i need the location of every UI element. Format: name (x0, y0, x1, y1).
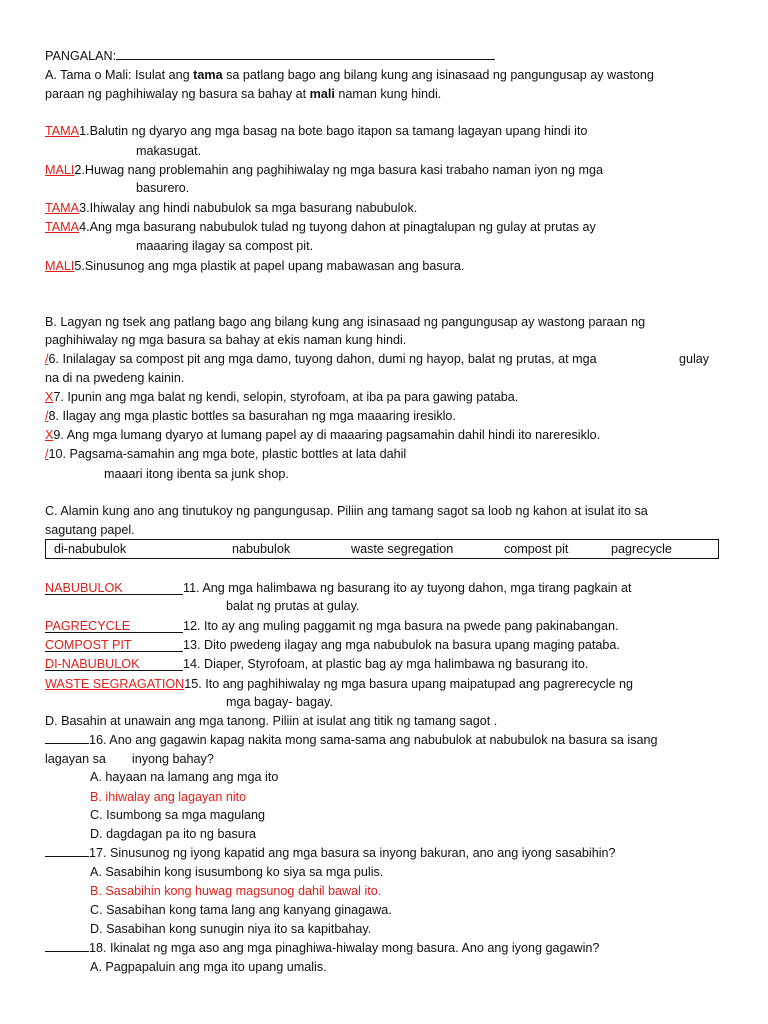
name-label: PANGALAN: (45, 49, 117, 63)
answer-blank (45, 637, 183, 652)
instr-text: A. Tama o Mali: Isulat ang (45, 68, 194, 82)
section-b-instruction-2: paghihiwalay ng mga basura sa bahay at ekis naman kung hindi. (45, 333, 407, 347)
list-item (45, 580, 632, 596)
option-correct: B. ihiwalay ang lagayan nito (90, 790, 247, 804)
item-text: 4.Ang mga basurang nabubulok tulad ng tuyong dahon at pinagtalupan ng gulay at prutas ay (79, 220, 596, 234)
question-text: 18. Ikinalat ng mga aso ang mga pinaghiwa-hiwalay mong basura. Ano ang iyong gagawin? (89, 941, 600, 955)
list-item (45, 351, 597, 367)
answer: NABUBULOK (45, 581, 123, 595)
item-text: 14. Diaper, Styrofoam, at plastic bag ay mga halimbawa ng basurang ito. (183, 657, 589, 671)
option: A. Sasabihin kong isusumbong ko siya sa mga pulis. (90, 865, 384, 879)
answer: / (45, 447, 49, 461)
list-item (45, 389, 518, 405)
item-text: 3.Ihiwalay ang hindi nabubulok sa mga basurang nabubulok. (79, 201, 418, 215)
list-item (45, 676, 633, 692)
choice-item: waste segregation (351, 542, 454, 556)
option: D. Sasabihan kong sunugin niya ito sa kapitbahay. (90, 922, 372, 936)
item-continuation: makasugat. (136, 144, 202, 158)
item-text: 5.Sinusunog ang mga plastik at papel upang mabawasan ang basura. (74, 259, 465, 273)
option: A. Pagpapaluin ang mga ito upang umalis. (90, 960, 327, 974)
item-text: 11. Ang mga halimbawa ng basurang ito ay tuyong dahon, mga tirang pagkain at (183, 581, 632, 595)
question-text: 17. Sinusunog ng iyong kapatid ang mga basura sa inyong bakuran, ano ang iyong sasabihin? (89, 846, 616, 860)
answer-blank (45, 940, 89, 952)
item-continuation: maaari itong ibenta sa junk shop. (104, 467, 289, 481)
answer: WASTE SEGRAGATION (45, 677, 185, 691)
answer: MALI (45, 163, 75, 177)
item-text: 1.Balutin ng dyaryo ang mga basag na bote bago itapon sa tamang lagayan upang hindi ito (79, 124, 588, 138)
answer-blank (45, 618, 183, 633)
instr-bold: tama (193, 68, 223, 82)
section-c-instruction-2: sagutang papel. (45, 523, 135, 537)
choice-item: nabubulok (232, 542, 291, 556)
item-continuation: mga bagay- bagay. (226, 695, 333, 709)
choice-item: pagrecycle (611, 542, 672, 556)
list-item (45, 219, 596, 235)
section-b-instruction-1: B. Lagyan ng tsek ang patlang bago ang bilang kung ang isinasaad ng pangungusap ay wastong paraan ng (45, 315, 646, 329)
item-text: 8. Ilagay ang mga plastic bottles sa basurahan ng mga maaaring iresiklo. (48, 409, 456, 423)
item-text: 7. Ipunin ang mga balat ng kendi, selopin, styrofoam, at iba pa para gawing pataba. (53, 390, 519, 404)
option: C. Isumbong sa mga magulang (90, 808, 266, 822)
item-continuation: basurero. (136, 181, 190, 195)
question (45, 940, 599, 956)
section-a-instruction-1 (45, 67, 654, 83)
instr-bold: mali (309, 87, 335, 101)
item-text: 6. Inilalagay sa compost pit ang mga damo, tuyong dahon, dumi ng hayop, balat ng prutas, at mga (48, 352, 597, 366)
list-item (45, 637, 620, 653)
item-text: 15. Ito ang paghihiwalay ng mga basura upang maipatupad ang pagrerecycle ng (184, 677, 634, 691)
answer: DI-NABUBULOK (45, 657, 140, 671)
list-item (45, 408, 456, 424)
option: A. hayaan na lamang ang mga ito (90, 770, 279, 784)
item-tail: gulay (679, 352, 710, 366)
item-text: 2.Huwag nang problemahin ang paghihiwalay ng mga basura kasi trabaho naman iyon ng mga (74, 163, 603, 177)
item-text: 13. Dito pwedeng ilagay ang mga nabubulok na basura upang maging pataba. (183, 638, 620, 652)
answer-blank (45, 732, 89, 744)
list-item (45, 656, 588, 672)
answer: PAGRECYCLE (45, 619, 131, 633)
list-item (45, 427, 600, 443)
item-text: 9. Ang mga lumang dyaryo at lumang papel ay di maaaring pagsamahin dahil hindi ito nareresiklo. (53, 428, 601, 442)
option: D. dagdagan pa ito ng basura (90, 827, 256, 841)
question-text: 16. Ano ang gagawin kapag nakita mong sama-sama ang nabubulok at nabubulok na basura sa isang (89, 733, 658, 747)
question-continuation (45, 751, 214, 767)
answer-blank (45, 580, 183, 595)
item-text: 10. Pagsama-samahin ang mga bote, plastic bottles at lata dahil (48, 447, 407, 461)
option: C. Sasabihan kong tama lang ang kanyang ginagawa. (90, 903, 392, 917)
answer: TAMA (45, 220, 80, 234)
choices-box (45, 539, 719, 559)
instr-text: paraan ng paghihiwalay ng basura sa bahay at (45, 87, 310, 101)
question-text: lagayan sa (45, 752, 106, 766)
item-continuation: maaaring ilagay sa compost pit. (136, 239, 314, 253)
answer: X (45, 390, 54, 404)
list-item (45, 200, 417, 216)
answer: COMPOST PIT (45, 638, 132, 652)
item-continuation: balat ng prutas at gulay. (226, 599, 360, 613)
answer: MALI (45, 259, 75, 273)
instr-text: sa patlang bago ang bilang kung ang isinasaad ng pangungusap ay wastong (222, 68, 654, 82)
answer-blank (45, 656, 183, 671)
answer: / (45, 409, 49, 423)
list-item (45, 258, 464, 274)
list-item (45, 446, 406, 462)
choice-item: di-nabubulok (54, 542, 127, 556)
answer: TAMA (45, 201, 80, 215)
section-d-instruction: D. Basahin at unawain ang mga tanong. Piliin at isulat ang titik ng tamang sagot . (45, 714, 498, 728)
instr-text: naman kung hindi. (334, 87, 442, 101)
name-blank (116, 48, 495, 60)
answer-blank (45, 845, 89, 857)
section-c-instruction-1: C. Alamin kung ano ang tinutukoy ng pangungusap. Piliin ang tamang sagot sa loob ng kahon at isulat ito sa (45, 504, 648, 518)
section-a-instruction-2 (45, 86, 441, 102)
answer: / (45, 352, 49, 366)
question-text: inyong bahay? (131, 752, 214, 766)
item-continuation: na di na pwedeng kainin. (45, 371, 185, 385)
name-line (45, 48, 495, 64)
list-item (45, 123, 587, 139)
option-correct: B. Sasabihin kong huwag magsunog dahil bawal ito. (90, 884, 382, 898)
list-item (45, 618, 619, 634)
list-item (45, 162, 603, 178)
item-text: 12. Ito ay ang muling paggamit ng mga basura na pwede pang pakinabangan. (183, 619, 619, 633)
question (45, 732, 658, 748)
question (45, 845, 616, 861)
choice-item: compost pit (504, 542, 569, 556)
answer: TAMA (45, 124, 80, 138)
answer: X (45, 428, 54, 442)
